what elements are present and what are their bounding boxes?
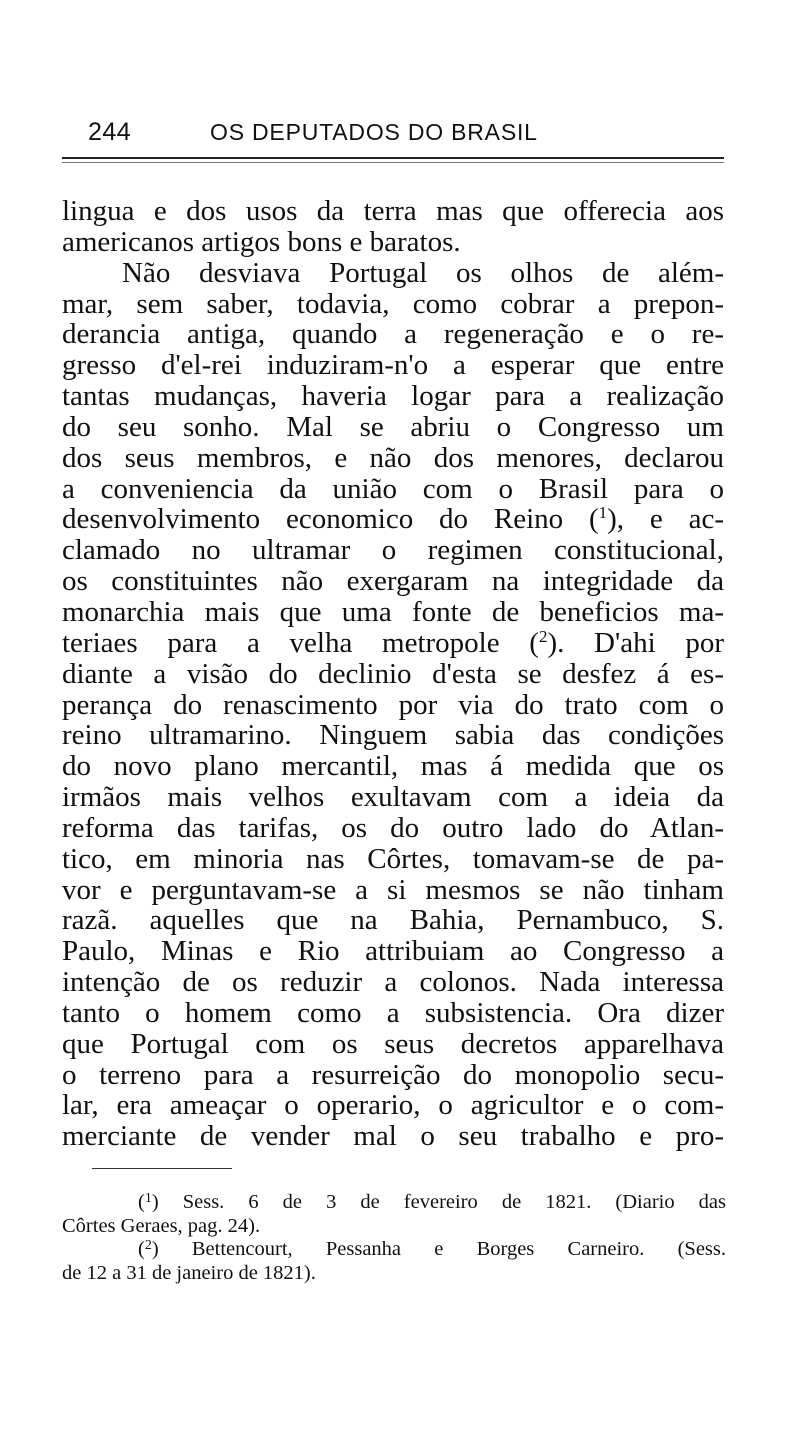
text-line: clamado no ultramar o regimen constitucional, <box>62 534 724 567</box>
text-line: o terreno para a resurreição do monopolio secu- <box>62 1058 724 1091</box>
footnote-1-cont: Côrtes Geraes, pag. 24). <box>62 1214 261 1237</box>
text-segment: teriaes para a velha metropole ( <box>62 626 539 659</box>
text-line: do novo plano mercantil, mas á medida que os <box>62 750 724 783</box>
text-line: intenção de os reduzir a colonos. Nada interessa <box>62 966 724 999</box>
footnote-2: ($^2$) Bettencourt, Pessanha e Borges Carneiro. (Sess. <box>138 1238 726 1260</box>
footnote-1-text: ) Sess. 6 de 3 de fevereiro de 1821. (Diario das <box>151 1191 726 1213</box>
footnotes <box>62 1191 726 1285</box>
body-text <box>62 196 724 1152</box>
text-line: tanto o homem como a subsistencia. Ora dizer <box>62 996 724 1029</box>
footnote-rule <box>92 1168 232 1169</box>
header-rule <box>62 157 724 159</box>
text-line: americanos artigos bons e baratos. <box>62 225 461 258</box>
footnote-2-cont: de 12 a 31 de janeiro de 1821). <box>62 1261 316 1284</box>
page-number: 244 <box>88 118 132 146</box>
page-header <box>88 118 728 154</box>
text-line: reino ultramarino. Ninguem sabia das condições <box>62 719 724 752</box>
text-line: Paulo, Minas e Rio attribuiam ao Congresso a <box>62 935 724 968</box>
text-line: tantas mudanças, haveria logar para a realização <box>62 380 724 413</box>
text-line: gresso d'el-rei induziram-n'o a esperar que entre <box>62 349 724 382</box>
footnote-ref-1: 1 <box>598 503 608 523</box>
text-line: diante a visão do declinio d'esta se desfez á es- <box>62 657 724 690</box>
text-line-with-footnote-ref <box>62 628 724 659</box>
text-line: irmãos mais velhos exultavam com a ideia da <box>62 781 724 814</box>
text-line: reforma das tarifas, os do outro lado do Atlan- <box>62 811 724 844</box>
text-line: tico, em minoria nas Côrtes, tomavam-se de pa- <box>62 842 724 875</box>
header-rule-thin <box>62 162 724 163</box>
footnote-2-text: ) Bettencourt, Pessanha e Borges Carneiro. (Sess. <box>151 1238 726 1260</box>
text-line: mar, sem saber, todavia, como cobrar a prepon- <box>62 287 724 320</box>
footnote-mark-1: 1 <box>144 1191 152 1206</box>
text-line: vor e perguntavam-se a si mesmos se não tinham <box>62 873 724 906</box>
footnote-mark-2: 2 <box>144 1238 152 1253</box>
text-segment: desenvolvimento economico do Reino ( <box>62 503 599 536</box>
text-line: derancia antiga, quando a regeneração e o re- <box>62 318 724 351</box>
text-segment: ), e ac- <box>607 503 724 536</box>
text-segment: ). D'ahi por <box>547 626 724 659</box>
text-line: a conveniencia da união com o Brasil para o <box>62 472 724 505</box>
text-line: monarchia mais que uma fonte de beneficios ma- <box>62 595 724 628</box>
text-line: que Portugal com os seus decretos apparelhava <box>62 1027 724 1060</box>
text-line: Não desviava Portugal os olhos de além- <box>122 256 724 289</box>
footnote-ref-2: 2 <box>538 626 548 646</box>
text-line: razã. aquelles que na Bahia, Pernambuco, S. <box>62 904 724 937</box>
text-line-with-footnote-ref <box>62 504 724 535</box>
text-line: lingua e dos usos da terra mas que offerecia aos <box>62 195 724 227</box>
footnote-1: ($^1$) Sess. 6 de 3 de fevereiro de 1821. (Diario das <box>138 1191 726 1213</box>
running-title: OS DEPUTADOS DO BRASIL <box>210 119 538 145</box>
text-line: do seu sonho. Mal se abriu o Congresso um <box>62 410 724 443</box>
text-line: dos seus membros, e não dos menores, declarou <box>62 441 724 474</box>
text-line: merciante de vender mal o seu trabalho e pro- <box>62 1120 724 1153</box>
text-line: os constituintes não exergaram na integridade da <box>62 565 724 598</box>
text-line: lar, era ameaçar o operario, o agricultor e o com- <box>62 1089 724 1122</box>
text-line: perança do renascimento por via do trato com o <box>62 688 724 721</box>
